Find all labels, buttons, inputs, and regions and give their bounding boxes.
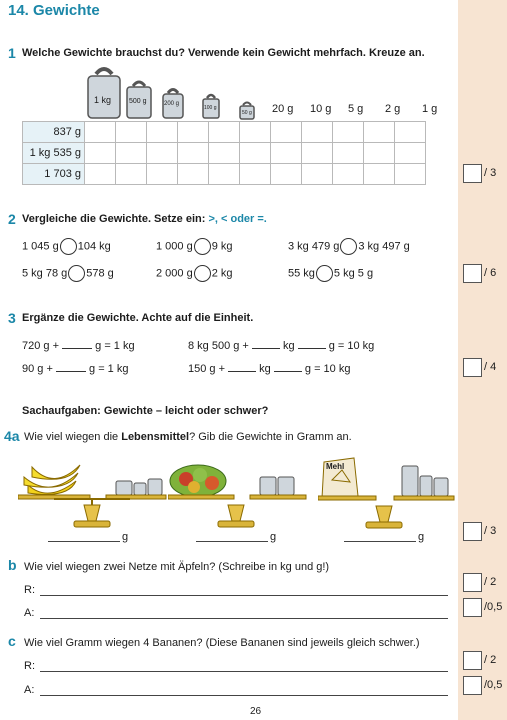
compare-circle[interactable] (316, 265, 333, 282)
weight-icon-50g (237, 100, 257, 120)
fill-item (188, 339, 374, 352)
column-header-5g: 5 g (348, 103, 364, 115)
check-cell[interactable] (240, 143, 271, 164)
check-cell[interactable] (116, 164, 147, 185)
check-cell[interactable] (271, 143, 302, 164)
taskb-a-label: A: (24, 607, 35, 619)
score-box-task2[interactable] (463, 264, 482, 283)
weight-icon-500g (124, 78, 154, 120)
fill-text: g = 1 kg (95, 340, 135, 352)
check-cell[interactable] (178, 164, 209, 185)
weight-icon-1kg (84, 64, 124, 120)
check-cell[interactable] (178, 143, 209, 164)
check-cell[interactable] (85, 164, 116, 185)
score-box-taskc-r[interactable] (463, 651, 482, 670)
fill-text: g = 10 kg (328, 340, 375, 352)
score-taskc-a: /0,5 (484, 679, 503, 691)
compare-circle[interactable] (340, 238, 357, 255)
compare-left: 1 000 g (156, 240, 193, 253)
compare-left: 55 kg (288, 267, 315, 280)
task2-question (22, 213, 267, 225)
task4a-number: 4a (4, 428, 20, 444)
check-cell[interactable] (302, 143, 333, 164)
compare-right: 3 kg 497 g (358, 240, 410, 253)
score-task1: / 3 (484, 167, 497, 179)
weight-icon-100g (200, 92, 222, 120)
fill-text: 720 g + (22, 340, 60, 352)
compare-item (156, 265, 233, 282)
compare-right: 9 kg (211, 240, 233, 253)
weight-icon-label: 200 g (164, 101, 180, 107)
answer-blank[interactable] (228, 362, 256, 372)
score-taskb-r: / 2 (484, 576, 497, 588)
answer-blank[interactable] (298, 339, 326, 349)
check-cell[interactable] (147, 143, 178, 164)
check-cell[interactable] (364, 122, 395, 143)
fill-item (22, 339, 135, 352)
task4a-question (24, 431, 352, 443)
task3-number: 3 (8, 310, 16, 326)
check-cell[interactable] (116, 122, 147, 143)
task1-number: 1 (8, 45, 16, 61)
scale-apples (168, 455, 308, 533)
check-cell[interactable] (240, 122, 271, 143)
fill-text: kg (259, 363, 271, 375)
weight-icon-label: 100 g (204, 105, 217, 111)
check-cell[interactable] (364, 143, 395, 164)
weight-icon-200g (160, 86, 186, 120)
question-text: Wie viel wiegen die (24, 431, 122, 443)
taskb-r-label: R: (24, 584, 35, 596)
check-cell[interactable] (395, 122, 426, 143)
check-cell[interactable] (302, 164, 333, 185)
compare-left: 2 000 g (156, 267, 193, 280)
compare-circle[interactable] (194, 265, 211, 282)
score-box-taskc-a[interactable] (463, 676, 482, 695)
compare-right: 104 kg (77, 240, 111, 253)
compare-left: 5 kg 78 g (22, 267, 68, 280)
compare-circle[interactable] (194, 238, 211, 255)
row-label: 837 g (23, 122, 85, 143)
weights-table (22, 121, 426, 185)
compare-circle[interactable] (60, 238, 77, 255)
section-heading: Sachaufgaben: Gewichte – leicht oder schwer? (22, 405, 269, 417)
compare-item (22, 265, 114, 282)
flour-label: Mehl (326, 462, 345, 471)
table-row (23, 164, 426, 185)
check-cell[interactable] (178, 122, 209, 143)
row-label: 1 703 g (23, 164, 85, 185)
scale-flour (318, 452, 456, 534)
column-header-10g: 10 g (310, 103, 332, 115)
answer-line[interactable] (40, 595, 448, 596)
check-cell[interactable] (271, 164, 302, 185)
compare-right: 578 g (86, 267, 114, 280)
fill-text: 150 g + (188, 363, 226, 375)
check-cell[interactable] (395, 143, 426, 164)
answer-blank[interactable] (252, 339, 280, 349)
weight-icon-label: 1 kg (94, 95, 112, 105)
score-box-taskb-a[interactable] (463, 598, 482, 617)
answer-blank[interactable] (62, 339, 92, 349)
compare-right: 5 kg 5 g (333, 267, 374, 280)
page-title: 14. Gewichte (8, 2, 100, 19)
compare-circle[interactable] (68, 265, 85, 282)
weight-icon-label: 500 g (129, 98, 147, 105)
task1-question: Welche Gewichte brauchst du? Verwende kein Gewicht mehrfach. Kreuze an. (22, 47, 425, 59)
answer-line[interactable] (40, 695, 448, 696)
fill-item (188, 362, 350, 375)
answer-blank[interactable] (274, 362, 302, 372)
check-cell[interactable] (85, 122, 116, 143)
answer-line[interactable] (344, 541, 416, 542)
compare-item (288, 238, 410, 255)
check-cell[interactable] (302, 122, 333, 143)
check-cell[interactable] (116, 143, 147, 164)
page-number: 26 (250, 706, 262, 717)
compare-left: 3 kg 479 g (288, 240, 340, 253)
task2-question-text: Vergleiche die Gewichte. Setze ein: (22, 213, 209, 225)
table-row (23, 122, 426, 143)
answer-line[interactable] (196, 541, 268, 542)
row-label: 1 kg 535 g (23, 143, 85, 164)
compare-item (22, 238, 111, 255)
score-task3: / 4 (484, 361, 497, 373)
check-cell[interactable] (147, 122, 178, 143)
unit-g: g (122, 531, 129, 543)
fill-text: 8 kg 500 g + (188, 340, 249, 352)
score-task4a: / 3 (484, 525, 497, 537)
taskc-r-label: R: (24, 660, 35, 672)
score-taskc-r: / 2 (484, 654, 497, 666)
check-cell[interactable] (209, 143, 240, 164)
table-row (23, 143, 426, 164)
check-cell[interactable] (333, 164, 364, 185)
taskc-letter: c (8, 633, 16, 649)
score-box-taskb-r[interactable] (463, 573, 482, 592)
unit-g: g (418, 531, 425, 543)
check-cell[interactable] (364, 164, 395, 185)
answer-line[interactable] (48, 541, 120, 542)
unit-g: g (270, 531, 277, 543)
taskb-letter: b (8, 557, 17, 573)
check-cell[interactable] (333, 122, 364, 143)
column-header-20g: 20 g (272, 103, 294, 115)
column-header-2g: 2 g (385, 103, 401, 115)
fill-text: g = 1 kg (89, 363, 129, 375)
fill-text: 90 g + (22, 363, 53, 375)
score-taskb-a: /0,5 (484, 601, 503, 613)
fill-item (22, 362, 128, 375)
check-cell[interactable] (395, 164, 426, 185)
taskc-a-label: A: (24, 684, 35, 696)
answer-line[interactable] (40, 671, 448, 672)
task2-number: 2 (8, 211, 16, 227)
score-task2: / 6 (484, 267, 497, 279)
answer-blank[interactable] (56, 362, 86, 372)
check-cell[interactable] (147, 164, 178, 185)
check-cell[interactable] (209, 164, 240, 185)
question-text: ? Gib die Gewichte in Gramm an. (189, 431, 352, 443)
score-box-task3[interactable] (463, 358, 482, 377)
score-box-task4a[interactable] (463, 522, 482, 541)
weight-icon-label: 50 g (242, 110, 252, 116)
compare-item (288, 265, 373, 282)
check-cell[interactable] (240, 164, 271, 185)
fill-text: g = 10 kg (304, 363, 351, 375)
check-cell[interactable] (209, 122, 240, 143)
answer-line[interactable] (40, 618, 448, 619)
score-box-task1[interactable] (463, 164, 482, 183)
check-cell[interactable] (333, 143, 364, 164)
column-header-1g: 1 g (422, 103, 438, 115)
compare-item (156, 238, 233, 255)
taskb-question: Wie viel wiegen zwei Netze mit Äpfeln? (Schreibe in kg und g!) (24, 561, 330, 573)
task3-question: Ergänze die Gewichte. Achte auf die Einheit. (22, 312, 254, 324)
task2-symbols: >, < oder =. (208, 213, 267, 225)
taskc-question: Wie viel Gramm wiegen 4 Bananen? (Diese Bananen sind jeweils gleich schwer.) (24, 637, 420, 649)
question-bold: Lebensmittel (121, 431, 190, 443)
check-cell[interactable] (85, 143, 116, 164)
check-cell[interactable] (271, 122, 302, 143)
fill-text: kg (282, 340, 295, 352)
compare-right: 2 kg (211, 267, 233, 280)
compare-left: 1 045 g (22, 240, 59, 253)
scale-bananas (18, 455, 168, 533)
